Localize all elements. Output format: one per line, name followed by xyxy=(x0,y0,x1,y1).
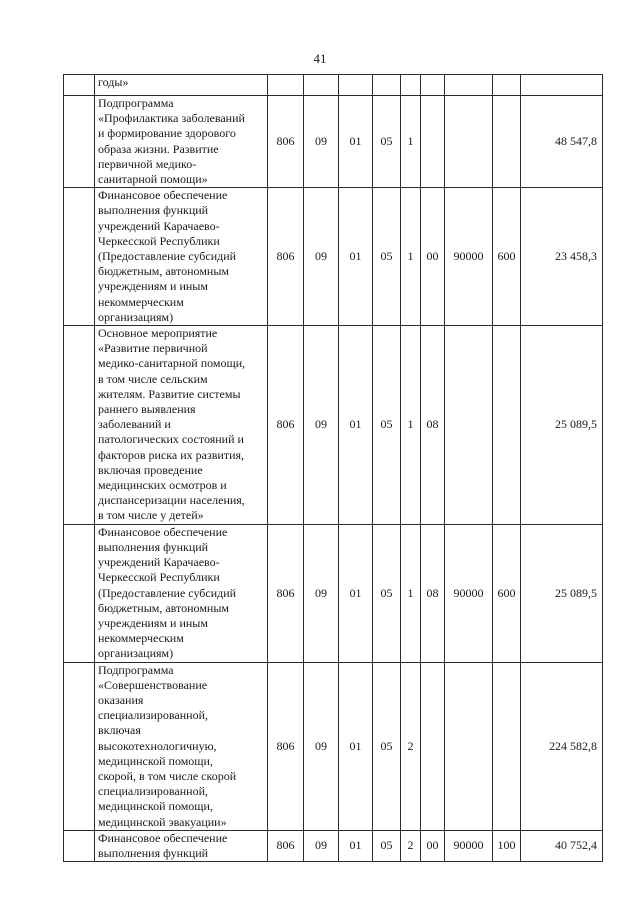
blank-cell xyxy=(64,96,95,188)
cell-ministry: 806 xyxy=(268,96,304,188)
cell-subsection xyxy=(339,75,373,96)
cell-name: Финансовое обеспечение выполнения функций xyxy=(95,830,268,861)
table-row xyxy=(64,188,603,326)
cell-direction: 90000 xyxy=(445,188,493,326)
cell-section: 09 xyxy=(304,524,339,662)
cell-program xyxy=(373,75,401,96)
table-row xyxy=(64,662,603,830)
table-row xyxy=(64,524,603,662)
cell-subsection: 01 xyxy=(339,830,373,861)
cell-name: Подпрограмма «Профилактика заболеваний и формирование здорового образа жизни. Развитие первичной медико- санитарной помощи» xyxy=(95,96,268,188)
cell-name: Финансовое обеспечение выполнения функций учреждений Карачаево- Черкесской Республики (Предоставление субсидий бюджетным, автономным учреждениям и иным некоммерческим организациям) xyxy=(95,524,268,662)
blank-cell xyxy=(64,188,95,326)
cell-subprogram: 1 xyxy=(401,188,421,326)
cell-section: 09 xyxy=(304,326,339,525)
cell-amount: 25 089,5 xyxy=(521,326,603,525)
cell-expense-type: 600 xyxy=(493,524,521,662)
cell-event: 00 xyxy=(421,188,445,326)
cell-program: 05 xyxy=(373,830,401,861)
cell-subsection: 01 xyxy=(339,96,373,188)
cell-program: 05 xyxy=(373,96,401,188)
cell-subprogram: 1 xyxy=(401,524,421,662)
cell-expense-type xyxy=(493,75,521,96)
blank-cell xyxy=(64,75,95,96)
cell-section: 09 xyxy=(304,662,339,830)
cell-ministry: 806 xyxy=(268,830,304,861)
cell-name: годы» xyxy=(95,75,268,96)
cell-event xyxy=(421,75,445,96)
cell-direction: 90000 xyxy=(445,830,493,861)
cell-subprogram xyxy=(401,75,421,96)
table-row xyxy=(64,96,603,188)
cell-name: Подпрограмма «Совершенствование оказания специализированной, включая высокотехнологичную, медицинской помощи, скорой, в том числе скорой специализированной, медицинской помощи, медицинской эвакуации» xyxy=(95,662,268,830)
blank-cell xyxy=(64,830,95,861)
cell-expense-type: 100 xyxy=(493,830,521,861)
table-row xyxy=(64,326,603,525)
cell-program: 05 xyxy=(373,662,401,830)
cell-section xyxy=(304,75,339,96)
table-row xyxy=(64,830,603,861)
blank-cell xyxy=(64,524,95,662)
cell-ministry: 806 xyxy=(268,662,304,830)
cell-direction: 90000 xyxy=(445,524,493,662)
cell-amount: 224 582,8 xyxy=(521,662,603,830)
cell-expense-type: 600 xyxy=(493,188,521,326)
cell-program: 05 xyxy=(373,326,401,525)
cell-section: 09 xyxy=(304,830,339,861)
cell-subsection: 01 xyxy=(339,188,373,326)
cell-expense-type xyxy=(493,662,521,830)
cell-subprogram: 1 xyxy=(401,96,421,188)
cell-amount: 40 752,4 xyxy=(521,830,603,861)
cell-amount xyxy=(521,75,603,96)
cell-amount: 48 547,8 xyxy=(521,96,603,188)
cell-section: 09 xyxy=(304,96,339,188)
cell-expense-type xyxy=(493,326,521,525)
cell-amount: 23 458,3 xyxy=(521,188,603,326)
cell-subsection: 01 xyxy=(339,662,373,830)
cell-event xyxy=(421,662,445,830)
cell-name: Основное мероприятие «Развитие первичной медико-санитарной помощи, в том числе сельским жителям. Развитие системы раннего выявления заболеваний и патологических состояний и факторов риска их развития, включая проведение медицинских осмотров и диспансеризации населения, в том числе у детей» xyxy=(95,326,268,525)
cell-event: 08 xyxy=(421,524,445,662)
budget-table xyxy=(63,74,603,862)
table-row xyxy=(64,75,603,96)
table-body xyxy=(64,75,603,862)
cell-direction xyxy=(445,75,493,96)
cell-amount: 25 089,5 xyxy=(521,524,603,662)
cell-subprogram: 1 xyxy=(401,326,421,525)
cell-program: 05 xyxy=(373,524,401,662)
cell-ministry: 806 xyxy=(268,326,304,525)
cell-name: Финансовое обеспечение выполнения функций учреждений Карачаево- Черкесской Республики (Предоставление субсидий бюджетным, автономным учреждениям и иным некоммерческим организациям) xyxy=(95,188,268,326)
cell-subsection: 01 xyxy=(339,524,373,662)
cell-subsection: 01 xyxy=(339,326,373,525)
cell-ministry: 806 xyxy=(268,188,304,326)
cell-subprogram: 2 xyxy=(401,662,421,830)
blank-cell xyxy=(64,662,95,830)
cell-event xyxy=(421,96,445,188)
cell-subprogram: 2 xyxy=(401,830,421,861)
blank-cell xyxy=(64,326,95,525)
cell-direction xyxy=(445,96,493,188)
cell-expense-type xyxy=(493,96,521,188)
cell-ministry: 806 xyxy=(268,524,304,662)
cell-event: 00 xyxy=(421,830,445,861)
cell-program: 05 xyxy=(373,188,401,326)
cell-direction xyxy=(445,326,493,525)
page-number: 41 xyxy=(313,51,327,66)
cell-event: 08 xyxy=(421,326,445,525)
cell-direction xyxy=(445,662,493,830)
cell-ministry xyxy=(268,75,304,96)
cell-section: 09 xyxy=(304,188,339,326)
